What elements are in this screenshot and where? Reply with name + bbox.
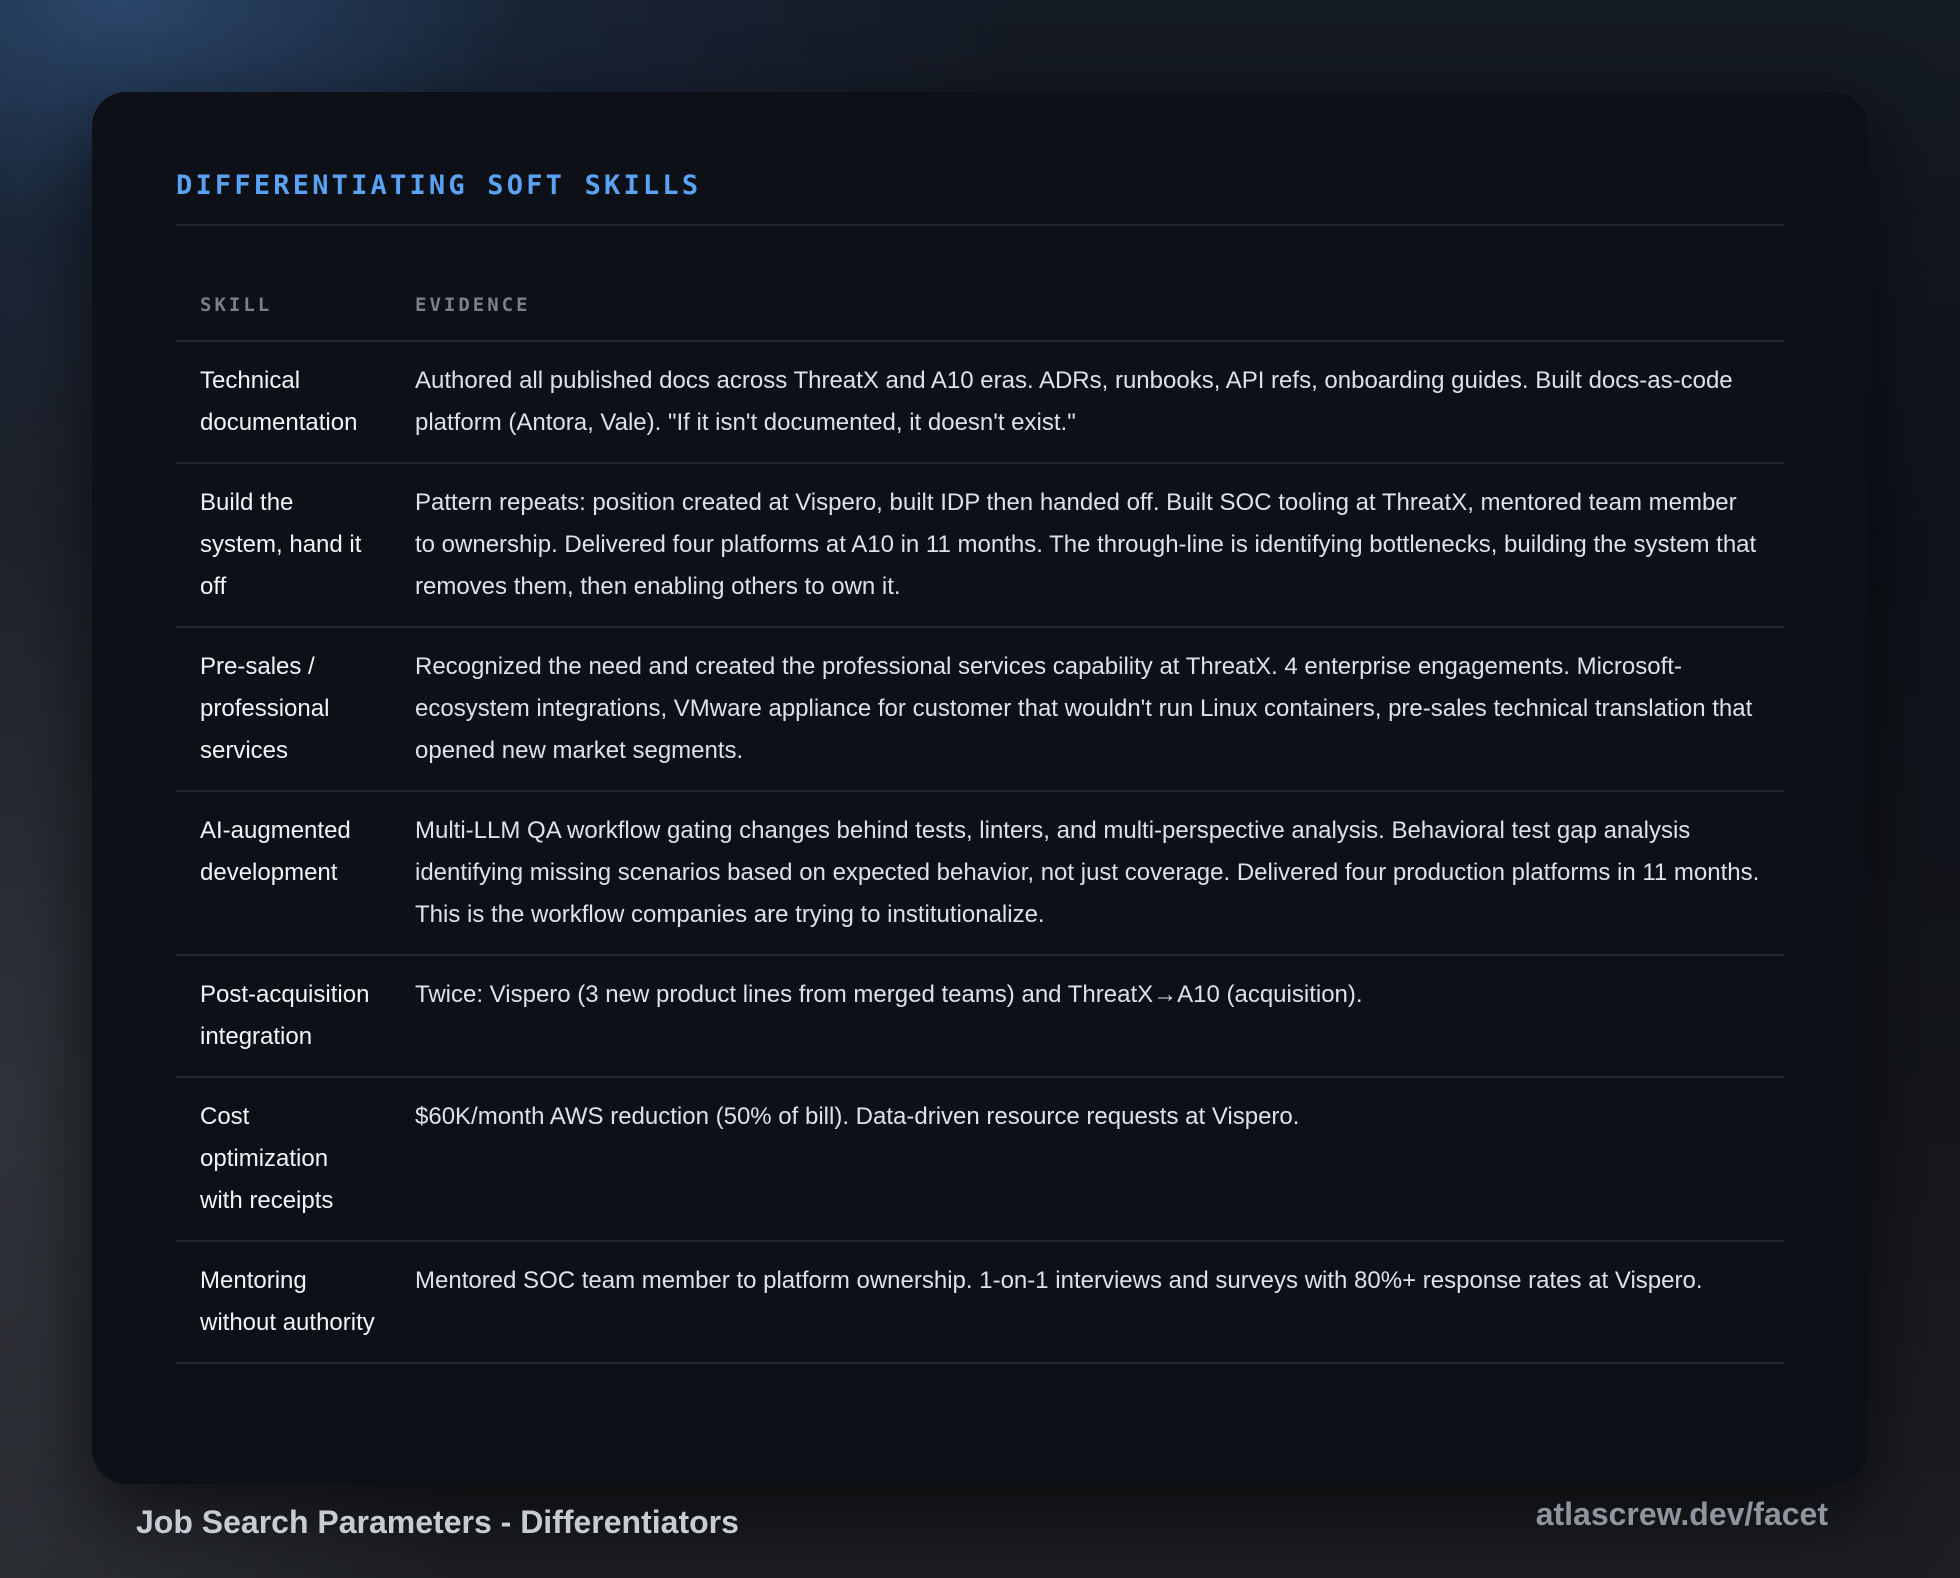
column-header-evidence: EVIDENCE [391, 270, 1784, 341]
skill-cell: AI-augmented development [176, 791, 391, 955]
table-row [176, 791, 1784, 955]
evidence-cell: Multi-LLM QA workflow gating changes behind tests, linters, and multi-perspective analysis. Behavioral test gap analysis identifying missing scenarios based on expected behavior, not just coverage. Delivered four production platforms in 11 months. This is the workflow companies are trying to institutionalize. [391, 791, 1784, 955]
title-divider [176, 224, 1784, 226]
table-row [176, 1241, 1784, 1363]
evidence-cell: Recognized the need and created the professional services capability at ThreatX. 4 enterprise engagements. Microsoft-ecosystem integrations, VMware appliance for customer that wouldn't run Linux containers, pre-sales technical translation that opened new market segments. [391, 627, 1784, 791]
skill-cell: Mentoring without authority [176, 1241, 391, 1363]
skill-cell: Pre-sales / professional services [176, 627, 391, 791]
table-row [176, 955, 1784, 1077]
skills-card [92, 92, 1868, 1484]
evidence-cell: $60K/month AWS reduction (50% of bill). Data-driven resource requests at Vispero. [391, 1077, 1784, 1241]
evidence-cell: Pattern repeats: position created at Vispero, built IDP then handed off. Built SOC tooling at ThreatX, mentored team member to ownership. Delivered four platforms at A10 in 11 months. The through-line is identifying bottlenecks, building the system that removes them, then enabling others to own it. [391, 463, 1784, 627]
section-title: DIFFERENTIATING SOFT SKILLS [176, 170, 702, 201]
skill-cell: Post-acquisition integration [176, 955, 391, 1077]
skills-table [176, 270, 1784, 1364]
evidence-cell: Authored all published docs across ThreatX and A10 eras. ADRs, runbooks, API refs, onboarding guides. Built docs-as-code platform (Antora, Vale). "If it isn't documented, it doesn't exist." [391, 341, 1784, 463]
table-row [176, 341, 1784, 463]
evidence-cell: Mentored SOC team member to platform ownership. 1-on-1 interviews and surveys with 80%+ response rates at Vispero. [391, 1241, 1784, 1363]
skill-cell: Cost optimization with receipts [176, 1077, 391, 1241]
table-row [176, 463, 1784, 627]
footer-page-title: Job Search Parameters - Differentiators [136, 1504, 739, 1540]
footer-site-url: atlascrew.dev/facet [1535, 1496, 1828, 1532]
skill-cell: Build the system, hand it off [176, 463, 391, 627]
evidence-cell: Twice: Vispero (3 new product lines from merged teams) and ThreatX→A10 (acquisition). [391, 955, 1784, 1077]
table-row [176, 627, 1784, 791]
table-row [176, 1077, 1784, 1241]
table-header-row [176, 270, 1784, 341]
skill-cell: Technical documentation [176, 341, 391, 463]
column-header-skill: SKILL [176, 270, 391, 341]
